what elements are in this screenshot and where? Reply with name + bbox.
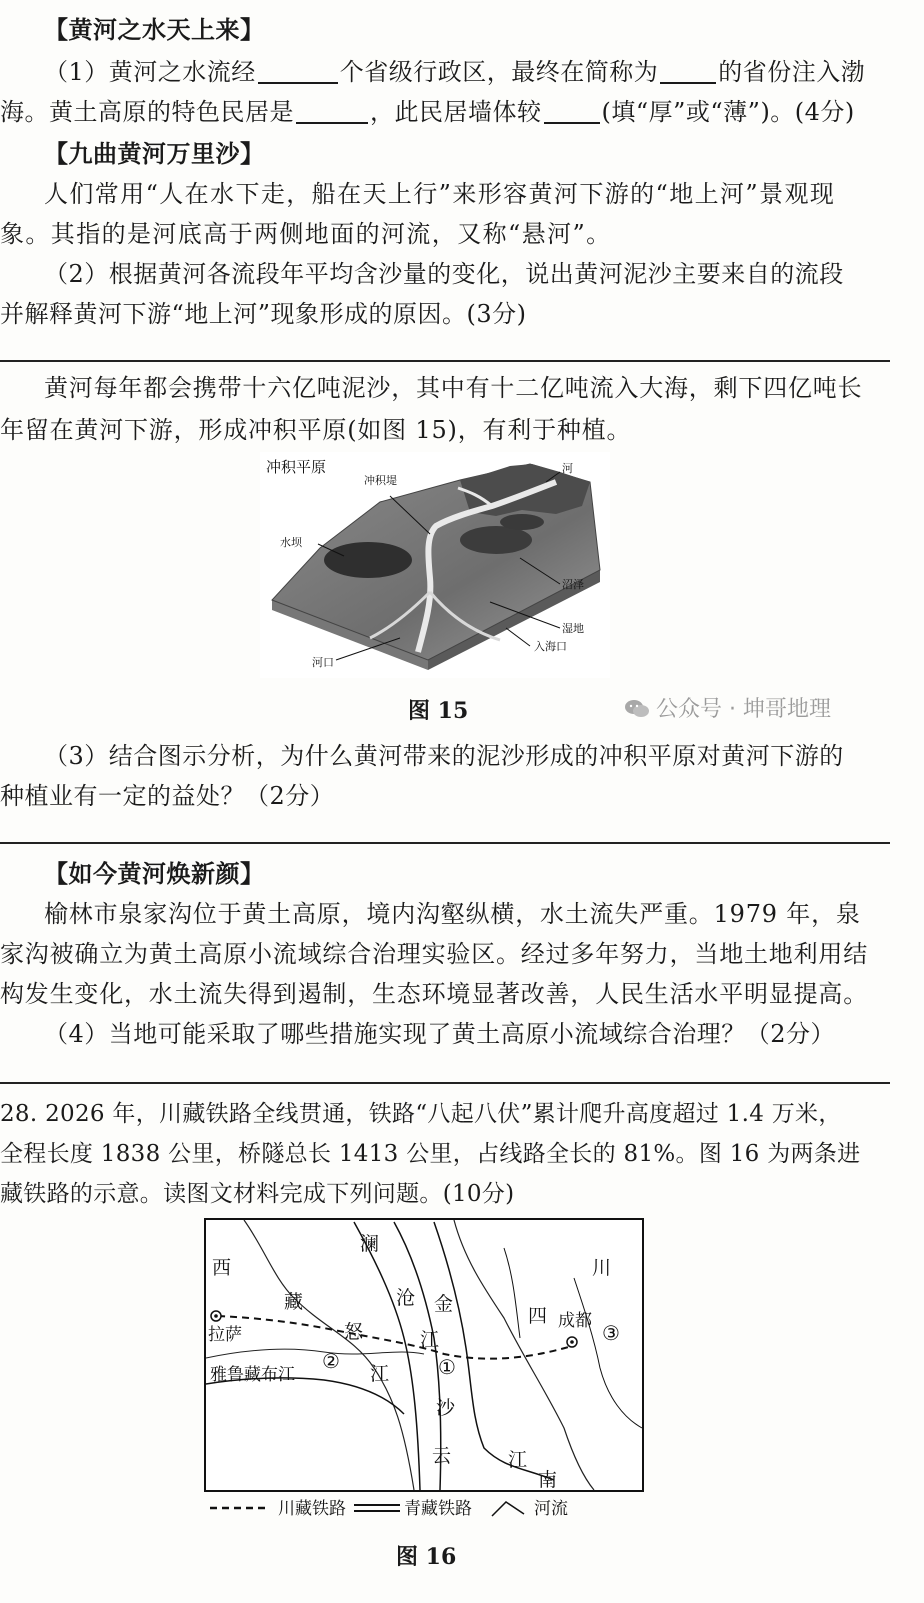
figure-15-alluvial-plain <box>260 452 610 678</box>
q1-text-d: 海。黄土高原的特色民居是 <box>0 98 294 126</box>
marker-2: ② <box>322 1349 340 1373</box>
legend-qinghai-tibet: 青藏铁路 <box>404 1499 472 1519</box>
question-2-line-1: （2）根据黄河各流段年平均含沙量的变化，说出黄河泥沙主要来自的流段 <box>44 260 844 288</box>
label-yarlung: 雅鲁藏布江 <box>210 1365 295 1385</box>
fig15-title: 冲积平原 <box>266 458 327 476</box>
paragraph-sediment-1: 黄河每年都会携带十六亿吨泥沙，其中有十二亿吨流入大海，剩下四亿吨长 <box>44 374 863 402</box>
q1-text-a: （1）黄河之水流经 <box>44 58 256 86</box>
fields-right-2 <box>500 514 544 530</box>
label-river: 河 <box>562 462 573 475</box>
q28-line-1: 28. 2026 年，川藏铁路全线贯通，铁路“八起八伏”累计爬升高度超过 1.4 万米， <box>0 1101 842 1127</box>
label-estuary: 河口 <box>312 656 334 669</box>
marker-1: ① <box>438 1355 456 1379</box>
paragraph-quanjiagou-1: 榆林市泉家沟位于黄土高原，境内沟壑纵横，水土流失严重。1979 年，泉 <box>44 900 861 928</box>
label-si: 四 <box>528 1305 548 1327</box>
wechat-icon <box>624 698 650 726</box>
heading-yellow-river-sky: 【黄河之水天上来】 <box>44 15 265 44</box>
figure-16-legend <box>206 1494 646 1522</box>
label-jiang-1: 江 <box>420 1329 440 1351</box>
legend-sichuan-tibet: 川藏铁路 <box>278 1499 346 1519</box>
paragraph-suspended-river-1: 人们常用“人在水下走，船在天上行”来形容黄河下游的“地上河”景观现 <box>44 180 836 208</box>
label-lasa: 拉萨 <box>208 1325 242 1345</box>
q1-text-b: 个省级行政区，最终在简称为 <box>339 58 659 86</box>
label-levee: 冲积堤 <box>364 474 397 487</box>
label-reservoir: 水坝 <box>280 536 302 549</box>
question-3-line-1: （3）结合图示分析，为什么黄河带来的泥沙形成的冲积平原对黄河下游的 <box>44 742 844 770</box>
heading-nine-bends: 【九曲黄河万里沙】 <box>44 139 265 168</box>
label-zang: 藏 <box>284 1291 304 1313</box>
label-jin: 金 <box>434 1293 454 1315</box>
forest-left <box>324 542 412 578</box>
map-frame <box>205 1219 643 1491</box>
question-1-line-2 <box>0 96 924 128</box>
question-3-line-2: 种植业有一定的益处？（2分） <box>0 782 335 810</box>
label-cang: 沧 <box>396 1287 416 1309</box>
label-swamp: 沼泽 <box>562 578 584 591</box>
label-sha: 沙 <box>436 1397 456 1419</box>
answer-blank-province-abbr[interactable] <box>660 58 716 84</box>
paragraph-sediment-2: 年留在黄河下游，形成冲积平原(如图 15)，有利于种植。 <box>0 416 632 444</box>
figure-16-caption: 图 16 <box>396 1544 457 1570</box>
legend-river-symbol <box>492 1502 524 1516</box>
figure-15-caption: 图 15 <box>408 698 469 724</box>
fields-right <box>460 526 532 554</box>
figure-16-railway-map <box>204 1218 644 1492</box>
label-chuan: 川 <box>592 1257 612 1279</box>
divider-3 <box>0 1082 890 1084</box>
label-wetland: 湿地 <box>562 622 584 635</box>
label-sea-mouth: 入海口 <box>534 640 567 653</box>
paragraph-quanjiagou-2: 家沟被确立为黄土高原小流域综合治理实验区。经过多年努力，当地土地利用结 <box>0 940 868 968</box>
q28-line-2: 全程长度 1838 公里，桥隧总长 1413 公里，占线路全长的 81%。图 16 为两条进 <box>0 1141 861 1167</box>
q1-text-c: 的省份注入渤 <box>718 58 866 86</box>
legend-river: 河流 <box>534 1499 568 1519</box>
label-yun: 云 <box>432 1445 452 1467</box>
marker-3: ③ <box>602 1321 620 1345</box>
label-jiang-2: 江 <box>370 1363 390 1385</box>
paragraph-quanjiagou-3: 构发生变化，水土流失得到遏制，生态环境显著改善，人民生活水平明显提高。 <box>0 980 868 1008</box>
heading-new-look: 【如今黄河焕新颜】 <box>44 859 265 888</box>
label-chengdu: 成都 <box>558 1311 592 1331</box>
label-nan: 南 <box>538 1469 558 1491</box>
label-lan: 澜 <box>360 1233 380 1255</box>
label-nu: 怒 <box>344 1321 364 1343</box>
q1-text-e: ，此民居墙体较 <box>370 98 542 126</box>
answer-blank-dwelling[interactable] <box>296 98 368 124</box>
answer-blank-wall[interactable] <box>544 98 600 124</box>
divider-2 <box>0 842 890 844</box>
paragraph-suspended-river-2: 象。其指的是河底高于两侧地面的河流，又称“悬河”。 <box>0 220 612 248</box>
divider-1 <box>0 360 890 362</box>
watermark <box>624 692 831 726</box>
answer-blank-provinces[interactable] <box>258 58 338 84</box>
watermark-text: 公众号 · 坤哥地理 <box>656 697 831 722</box>
label-xi: 西 <box>212 1257 232 1279</box>
question-4: （4）当地可能采取了哪些措施实现了黄土高原小流域综合治理？（2分） <box>44 1020 836 1048</box>
question-2-line-2: 并解释黄河下游“地上河”现象形成的原因。(3分) <box>0 300 527 328</box>
label-jiang-3: 江 <box>508 1449 528 1471</box>
q1-text-f: (填“厚”或“薄”)。(4分) <box>601 98 855 126</box>
q28-line-3: 藏铁路的示意。读图文材料完成下列问题。(10分) <box>0 1181 515 1207</box>
question-1-line-1 <box>44 56 924 88</box>
